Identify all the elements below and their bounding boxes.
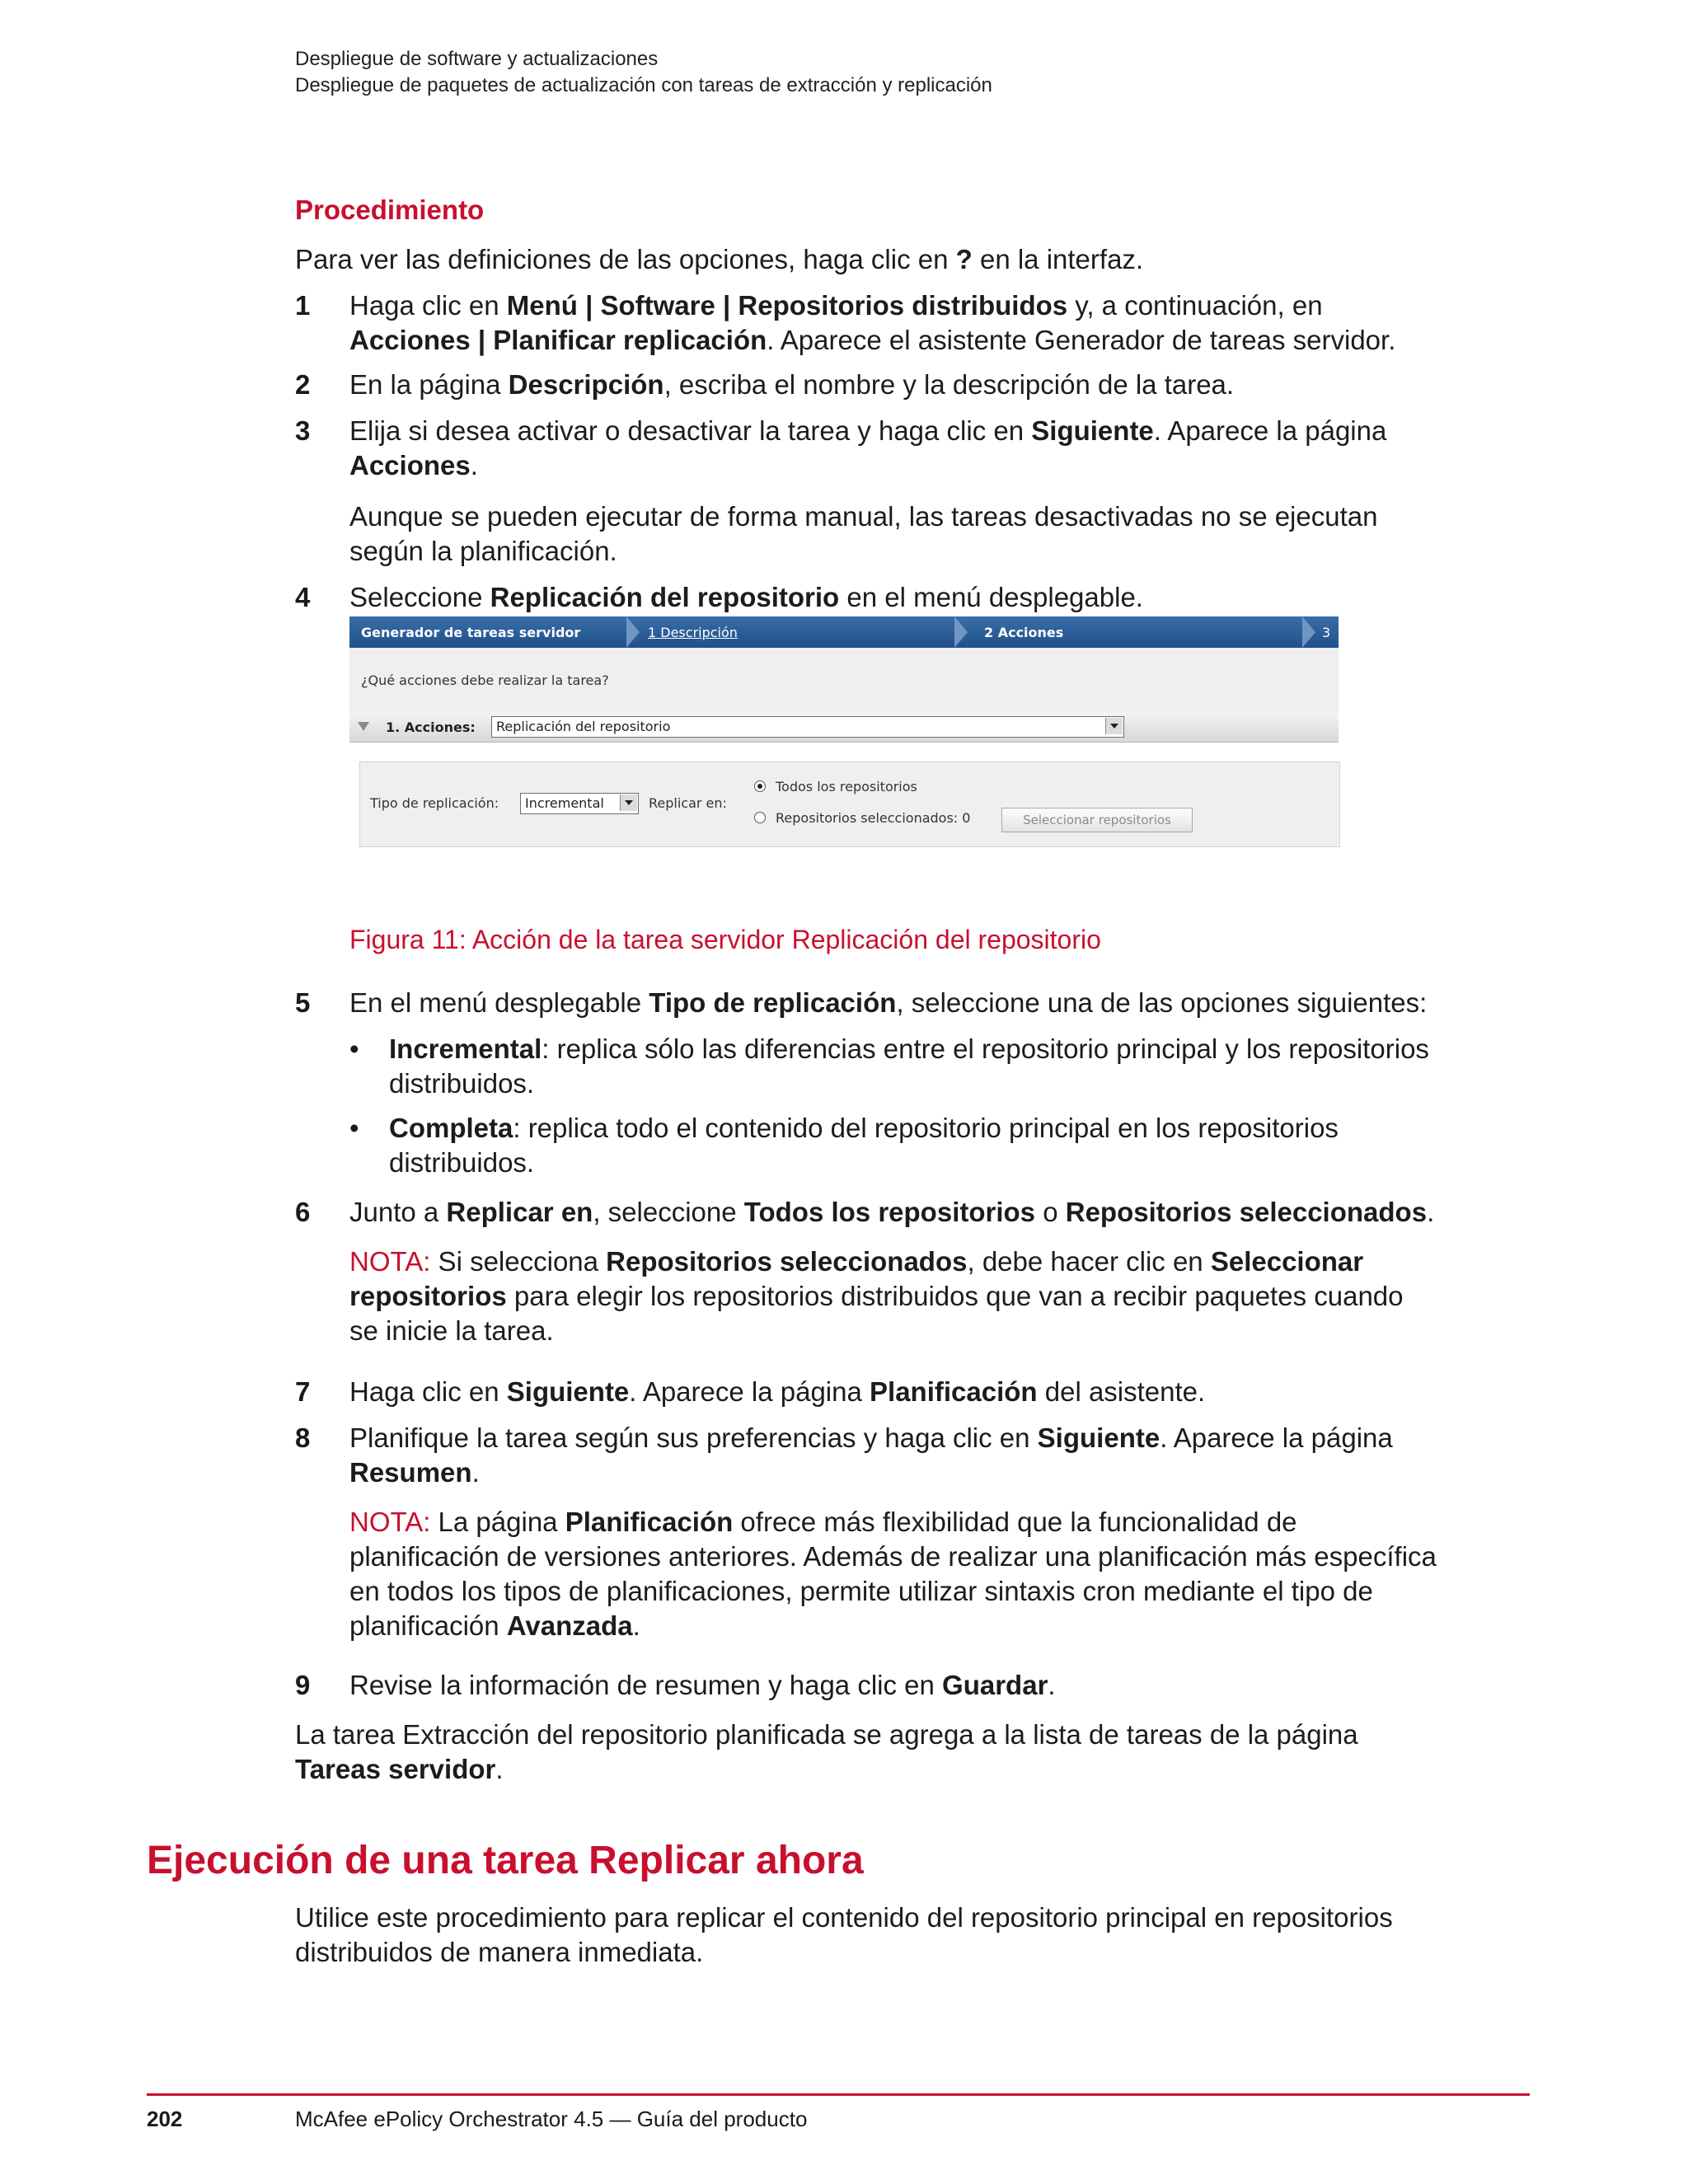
step-3-text: Elija si desea activar o desactivar la tarea y haga clic en Siguiente. Aparece la página Acciones. — [349, 415, 1387, 480]
step-9-text: Revise la información de resumen y haga clic en Guardar. — [349, 1670, 1056, 1700]
actions-label: 1. Acciones: — [386, 719, 476, 735]
section-body: Utilice este procedimiento para replicar el contenido del repositorio principal en repositorios distribuidos de manera inmediata. — [295, 1902, 1393, 1967]
section-heading: Ejecución de una tarea Replicar ahora — [147, 1839, 864, 1882]
bullet-mark: • — [349, 1033, 359, 1064]
step-separator — [1302, 616, 1315, 648]
radio-all-repositories[interactable] — [754, 780, 766, 792]
step-number: 6 — [295, 1197, 311, 1227]
wizard-title-bar — [349, 616, 1339, 648]
step-6-note: NOTA: Si selecciona Repositorios seleccionados, debe hacer clic en Seleccionar repositorios para elegir los repositorios distribuidos que van a recibir paquetes cuando se inicie la tarea. — [349, 1246, 1404, 1346]
actions-row — [349, 712, 1339, 743]
wizard-step-actions[interactable]: 2 Acciones — [984, 625, 1064, 640]
step-7-text: Haga clic en Siguiente. Aparece la página Planificación del asistente. — [349, 1376, 1206, 1407]
figure-caption: Figura 11: Acción de la tarea servidor Replicación del repositorio — [349, 925, 1101, 954]
step-number: 2 — [295, 369, 311, 400]
running-header-section: Despliegue de paquetes de actualización con tareas de extracción y replicación — [295, 74, 992, 96]
step-number: 1 — [295, 290, 311, 321]
step-8-note: NOTA: La página Planificación ofrece más flexibilidad que la funcionalidad de planificación de versiones anteriores. Además de realizar una planificación más específica en todos los tipos de planificaciones, permite utilizar sintaxis cron mediante el tipo de planificación Avanzada. — [349, 1507, 1437, 1641]
question-text: ¿Qué acciones debe realizar la tarea? — [361, 673, 609, 688]
replicate-to-label: Replicar en: — [649, 795, 727, 811]
selected-repositories-label: Repositorios seleccionados: 0 — [776, 810, 971, 826]
question-panel — [349, 648, 1339, 719]
step-3-note: Aunque se pueden ejecutar de forma manual, las tareas desactivadas no se ejecutan según la planificación. — [349, 501, 1378, 566]
step-number: 5 — [295, 987, 311, 1018]
radio-selected-repositories[interactable] — [754, 812, 766, 823]
wizard-screenshot — [349, 616, 1339, 888]
step-number: 4 — [295, 582, 311, 612]
chevron-down-icon[interactable] — [1105, 718, 1123, 734]
bullet-mark: • — [349, 1113, 359, 1143]
wizard-step-3[interactable]: 3 — [1322, 625, 1331, 640]
step-6-text: Junto a Replicar en, seleccione Todos los repositorios o Repositorios seleccionados. — [349, 1197, 1435, 1227]
collapse-triangle-icon[interactable] — [358, 722, 369, 731]
step-8-text: Planifique la tarea según sus preferencias y haga clic en Siguiente. Aparece la página Resumen. — [349, 1422, 1393, 1488]
step-1-text: Haga clic en Menú | Software | Repositorios distribuidos y, a continuación, en Acciones | Planificar replicación. Aparece el asistente Generador de tareas servidor. — [349, 290, 1396, 355]
step-number: 3 — [295, 415, 311, 446]
bullet-complete: Completa: replica todo el contenido del repositorio principal en los repositorios distribuidos. — [389, 1113, 1339, 1178]
step-number: 7 — [295, 1376, 311, 1407]
replication-type-value: Incremental — [525, 795, 604, 811]
page-number: 202 — [147, 2107, 183, 2131]
chevron-down-icon[interactable] — [620, 794, 637, 811]
bullet-incremental: Incremental: replica sólo las diferencias entre el repositorio principal y los repositorios distribuidos. — [389, 1033, 1429, 1099]
running-header-chapter: Despliegue de software y actualizaciones — [295, 48, 659, 70]
closing-paragraph: La tarea Extracción del repositorio planificada se agrega a la lista de tareas de la página Tareas servidor. — [295, 1719, 1358, 1784]
actions-select-value: Replicación del repositorio — [496, 719, 671, 734]
step-number: 8 — [295, 1422, 311, 1453]
procedure-heading: Procedimiento — [295, 194, 485, 225]
replication-type-select[interactable] — [520, 793, 639, 814]
step-4-text: Seleccione Replicación del repositorio en el menú desplegable. — [349, 582, 1143, 612]
replication-type-label: Tipo de replicación: — [370, 795, 499, 811]
select-repositories-button[interactable]: Seleccionar repositorios — [1001, 808, 1193, 832]
step-separator — [954, 616, 968, 648]
actions-select[interactable] — [491, 716, 1124, 738]
all-repositories-label: Todos los repositorios — [776, 779, 917, 794]
footer-title: McAfee ePolicy Orchestrator 4.5 — Guía del producto — [295, 2107, 808, 2131]
step-number: 9 — [295, 1670, 311, 1700]
wizard-title: Generador de tareas servidor — [361, 625, 581, 640]
wizard-step-description[interactable]: 1 Descripción — [648, 625, 738, 640]
footer-divider — [147, 2093, 1530, 2096]
step-5-text: En el menú desplegable Tipo de replicación, seleccione una de las opciones siguientes: — [349, 987, 1428, 1018]
procedure-intro: Para ver las definiciones de las opciones, haga clic en ? en la interfaz. — [295, 244, 1144, 274]
replication-options-panel — [359, 762, 1340, 847]
step-separator — [626, 616, 640, 648]
step-2-text: En la página Descripción, escriba el nombre y la descripción de la tarea. — [349, 369, 1235, 400]
